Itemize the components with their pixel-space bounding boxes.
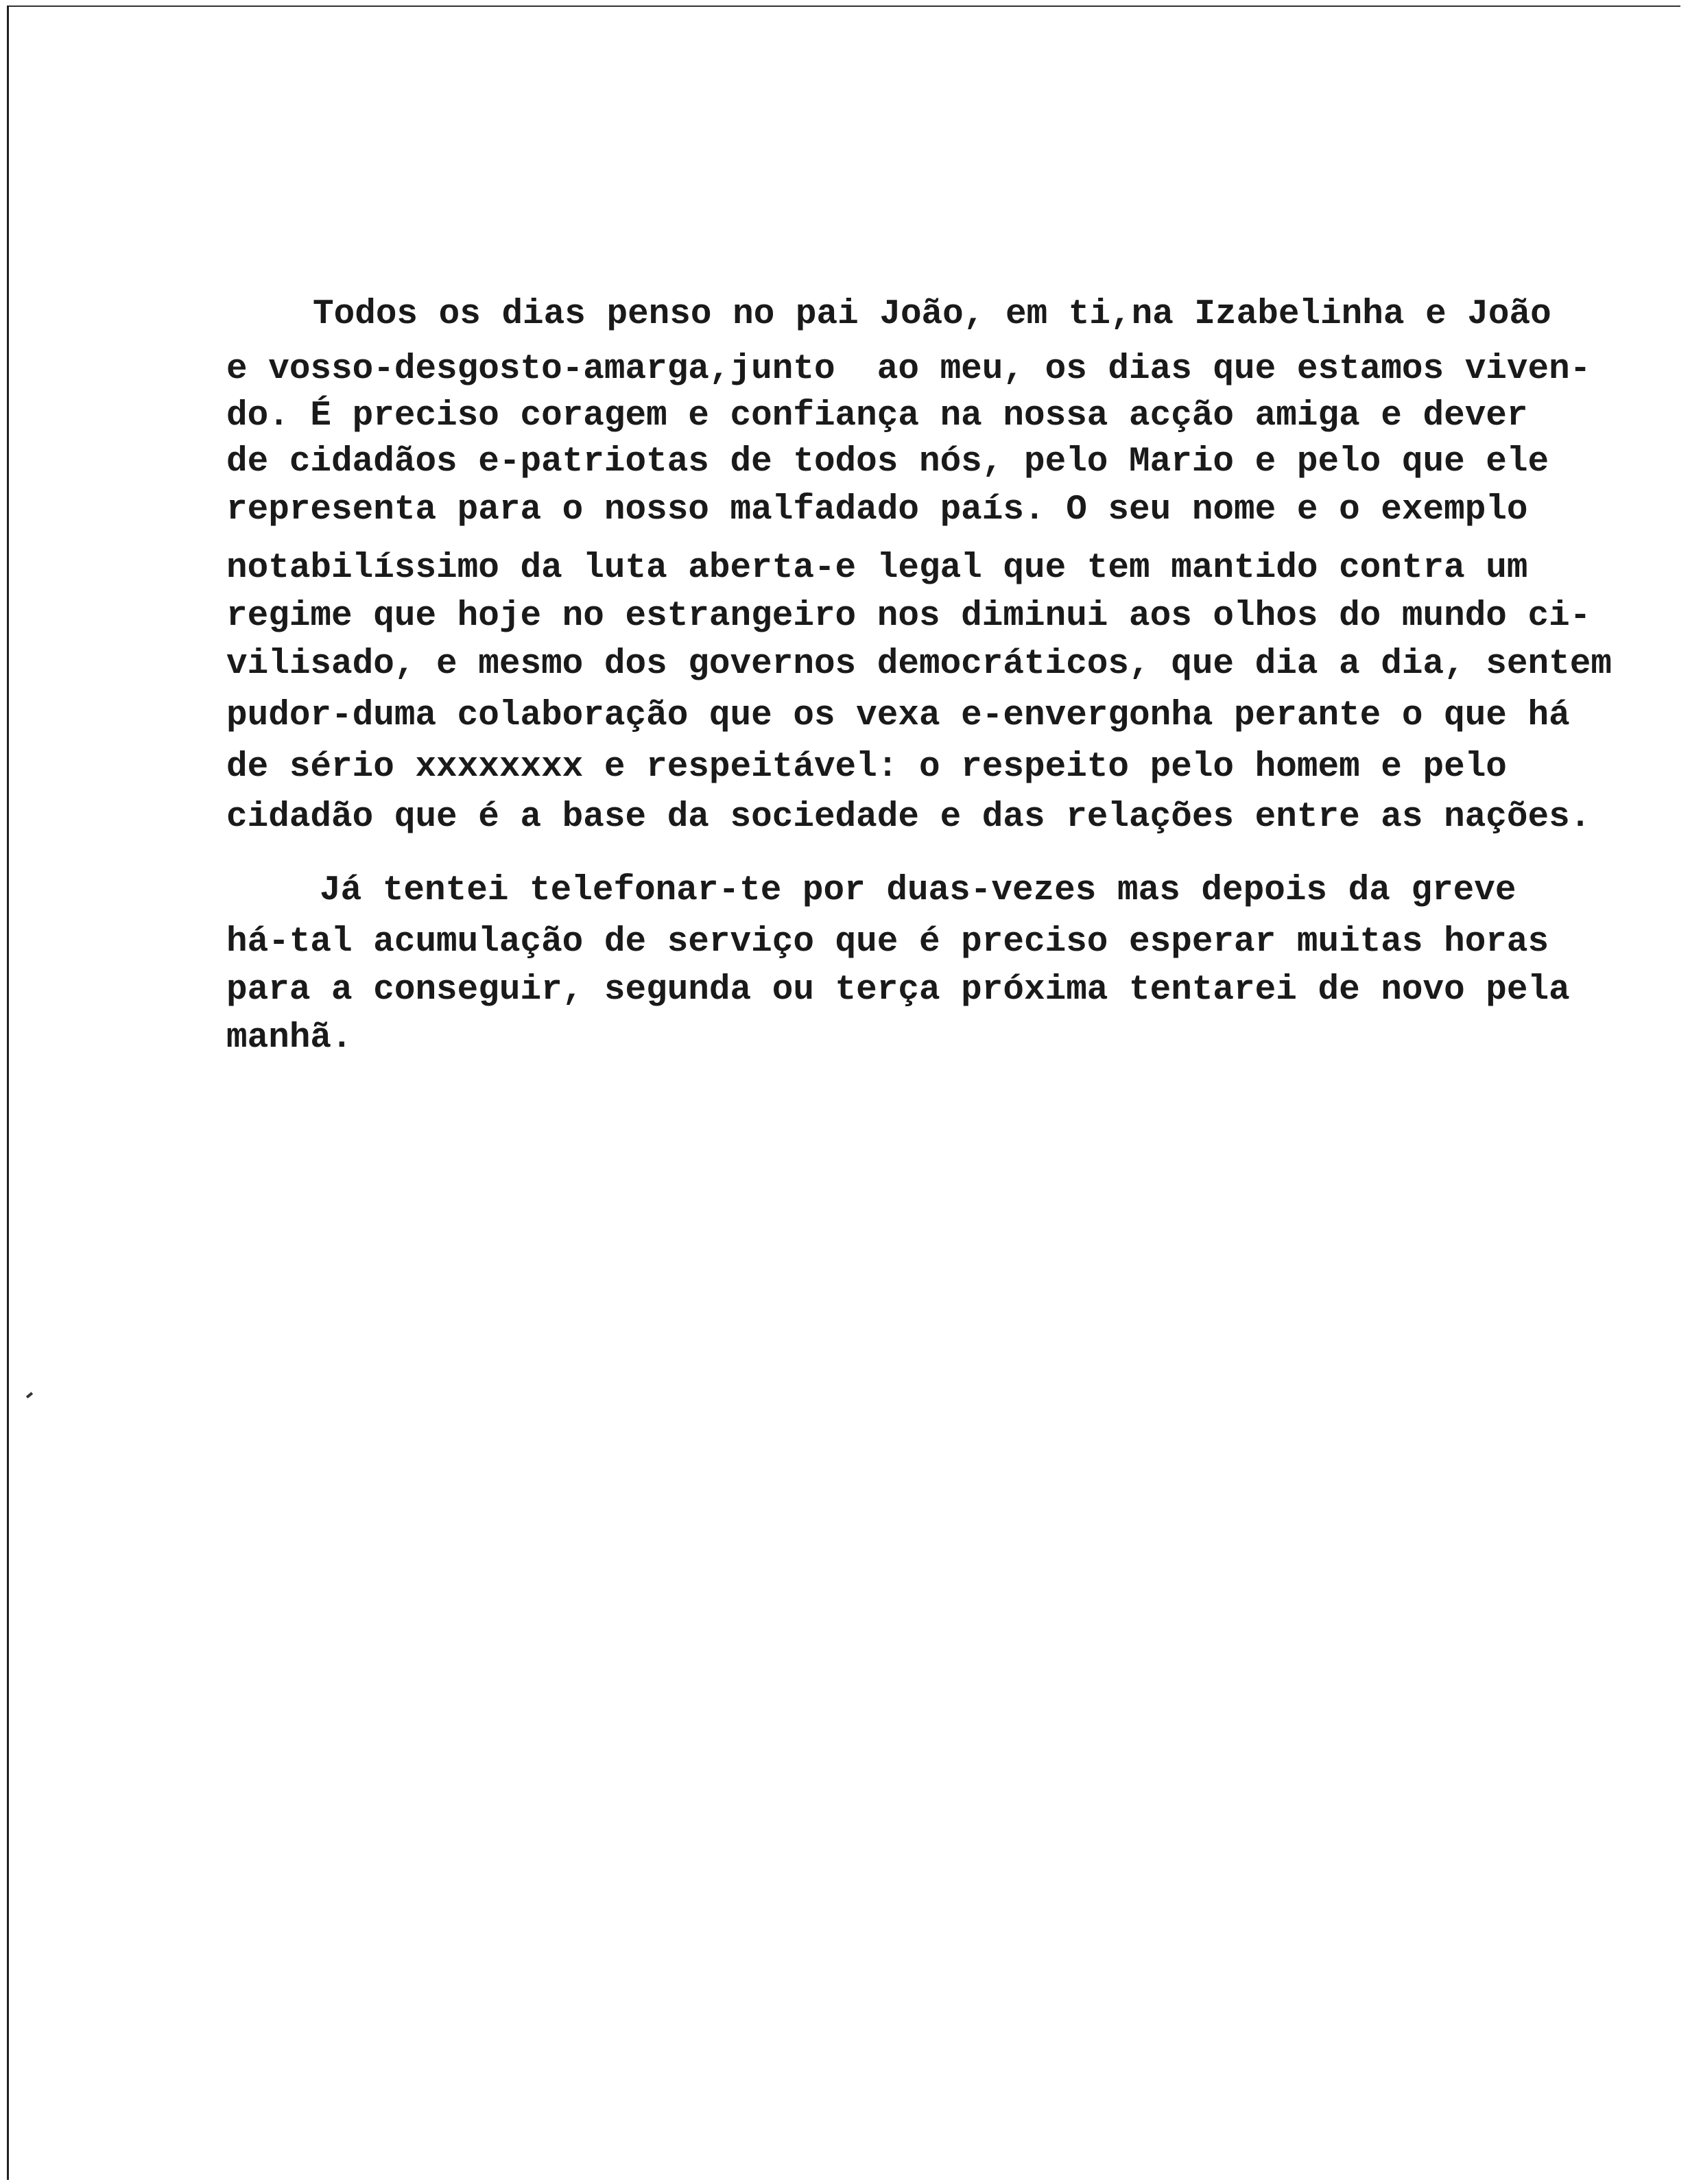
letter-line: e vosso-desgosto-amarga,junto ao meu, os dias que estamos viven-: [226, 350, 1591, 389]
letter-line: Todos os dias penso no pai João, em ti,na Izabelinha e João: [313, 295, 1551, 334]
letter-line: representa para o nosso malfadado país. O seu nome e o exemplo: [226, 490, 1528, 530]
letter-line: pudor-duma colaboração que os vexa e-envergonha perante o que há: [226, 696, 1570, 735]
letter-line: há-tal acumulação de serviço que é preciso esperar muitas horas: [226, 923, 1549, 962]
letter-line: para a conseguir, segunda ou terça próxima tentarei de novo pela: [226, 971, 1570, 1010]
letter-line: de cidadãos e-patriotas de todos nós, pelo Mario e pelo que ele: [226, 442, 1549, 482]
letter-line: do. É preciso coragem e confiança na nossa acção amiga e dever: [226, 396, 1528, 436]
letter-line: manhã.: [226, 1019, 353, 1058]
letter-line: Já tentei telefonar-te por duas-vezes mas depois da greve: [320, 871, 1516, 910]
letter-line: vilisado, e mesmo dos governos democráticos, que dia a dia, sentem: [226, 645, 1612, 684]
letter-line: cidadão que é a base da sociedade e das relações entre as nações.: [226, 798, 1591, 837]
letter-line: regime que hoje no estrangeiro nos diminui aos olhos do mundo ci-: [226, 597, 1591, 636]
letter-line: de sério xxxxxxxx e respeitável: o respeito pelo homem e pelo: [226, 748, 1507, 787]
letter-line: notabilíssimo da luta aberta-e legal que tem mantido contra um: [226, 549, 1528, 588]
